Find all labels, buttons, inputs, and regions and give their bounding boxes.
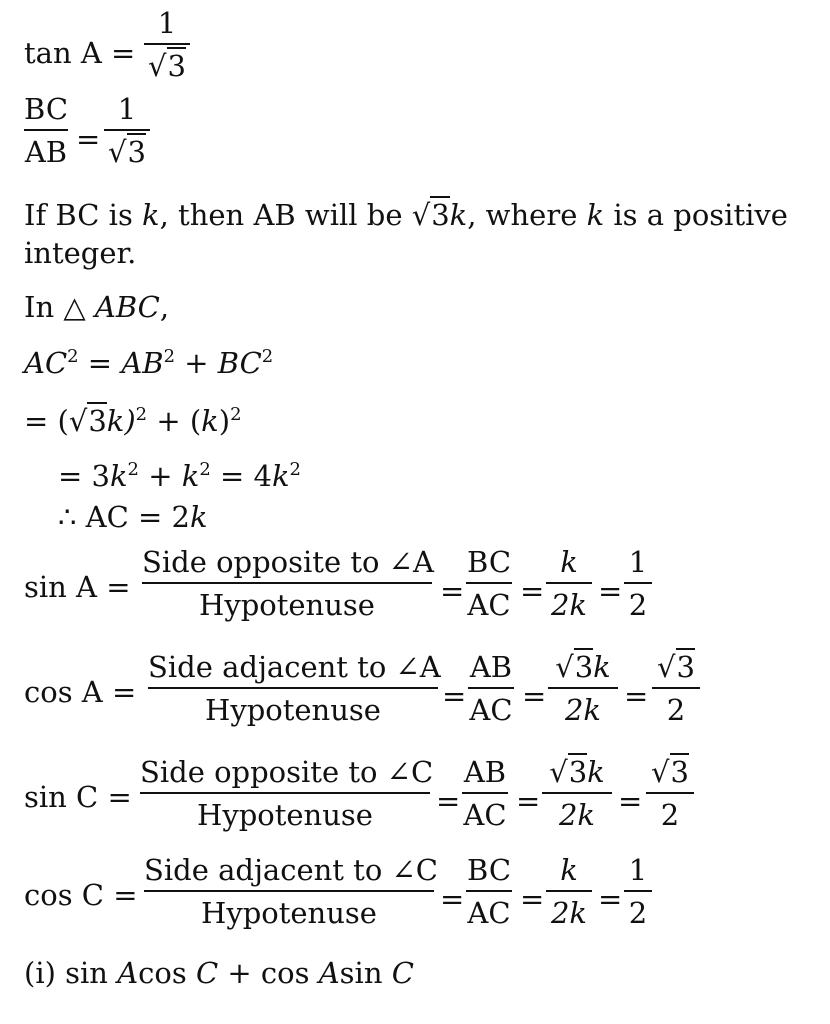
sin-a-k-ratio	[546, 545, 592, 622]
fraction-bar	[24, 129, 68, 131]
fraction-numerator: √3	[651, 755, 689, 789]
sin-c-ratio	[140, 755, 434, 832]
cos-c-sides	[466, 853, 512, 930]
fraction-numerator: BC	[466, 545, 512, 579]
tan-a-lhs: tan A =	[24, 36, 136, 70]
fraction-bar	[466, 582, 512, 584]
statement-line-1: If BC is k, then AB will be √3k, where k is a positive	[24, 198, 788, 232]
fraction-bar	[652, 687, 700, 689]
fraction-bar	[646, 792, 694, 794]
fraction-denominator: AC	[469, 693, 513, 727]
fraction-numerator: √3	[657, 650, 695, 684]
pythagoras-equation: $AC^2 = AB^2 + BC^2$	[24, 346, 274, 380]
fraction-bar	[104, 129, 150, 131]
cos-a-value	[652, 650, 700, 727]
fraction-denominator: 2k	[550, 896, 588, 930]
ratio-numerator: Side opposite to ∠A	[142, 545, 434, 579]
fraction-bar	[462, 792, 508, 794]
fraction-denominator: 2	[666, 693, 686, 727]
ratio-numerator: Side adjacent to ∠A	[148, 650, 441, 684]
fraction-numerator: 1	[628, 545, 648, 579]
fraction-denominator: 2k	[564, 693, 602, 727]
cos-a-sides	[468, 650, 514, 727]
fraction-denominator: 2k	[550, 588, 588, 622]
ratio-numerator: Side adjacent to ∠C	[144, 853, 438, 887]
equals-sign: =	[440, 574, 465, 608]
equals-sign: =	[440, 882, 465, 916]
fraction-numerator: BC	[466, 853, 512, 887]
cos-c-lhs: cos C =	[24, 878, 138, 912]
triangle-heading: In △ ABC,	[24, 290, 170, 324]
equals-sign: =	[520, 882, 545, 916]
ratio-numerator: Side opposite to ∠C	[140, 755, 434, 789]
fraction-denominator: √3	[108, 135, 146, 169]
equals-sign: =	[598, 882, 623, 916]
cos-c-k-ratio	[546, 853, 592, 930]
bc-ab-denominator: AB	[24, 135, 68, 169]
fraction-numerator: k	[560, 545, 578, 579]
fraction-numerator: k	[560, 853, 578, 887]
fraction-numerator: AB	[469, 650, 513, 684]
fraction-denominator: 2	[660, 798, 680, 832]
fraction-denominator: AC	[463, 798, 507, 832]
tan-a-fraction	[144, 6, 190, 83]
sin-a-value	[624, 545, 652, 622]
equals-sign: =	[598, 574, 623, 608]
ratio-denominator: Hypotenuse	[197, 798, 373, 832]
cos-c-ratio	[144, 853, 438, 930]
fraction-bar	[142, 582, 432, 584]
fraction-numerator: 1	[117, 92, 137, 126]
fraction-bar	[468, 687, 514, 689]
fraction-bar	[140, 792, 430, 794]
fraction-numerator: AB	[463, 755, 507, 789]
ratio-denominator: Hypotenuse	[201, 896, 377, 930]
equals-sign: =	[76, 122, 101, 156]
statement-line-2: integer.	[24, 236, 137, 270]
fraction-bar	[546, 890, 592, 892]
fraction-bar	[148, 687, 438, 689]
sin-a-lhs: sin A =	[24, 570, 131, 604]
expansion-line-1: = $(√3k)^2 + (k)^2$	[24, 404, 242, 438]
tan-a-denominator: √3	[148, 49, 186, 83]
fraction-bar	[144, 890, 434, 892]
fraction-denominator: 2	[628, 896, 648, 930]
fraction-numerator: √3k	[555, 650, 611, 684]
expansion-line-2: = $3k^2 + k^2 = 4k^2$	[58, 459, 301, 493]
fraction-bar	[624, 582, 652, 584]
sin-c-lhs: sin C =	[24, 780, 132, 814]
sin-c-k-ratio	[542, 755, 612, 832]
fraction-bar	[546, 582, 592, 584]
fraction-bar	[144, 43, 190, 45]
sin-a-ratio	[142, 545, 432, 622]
cos-a-ratio	[148, 650, 441, 727]
ac-result: ∴ AC = 2k	[58, 500, 208, 534]
bc-ab-fraction	[24, 92, 68, 169]
fraction-numerator: 1	[628, 853, 648, 887]
fraction-denominator: 2k	[558, 798, 596, 832]
tan-a-numerator: 1	[157, 6, 177, 40]
fraction-bar	[466, 890, 512, 892]
fraction-bar	[542, 792, 612, 794]
equals-sign: =	[436, 784, 461, 818]
sin-c-sides	[462, 755, 508, 832]
cos-c-value	[624, 853, 652, 930]
bc-ab-numerator: BC	[24, 92, 69, 126]
fraction-denominator: AC	[467, 588, 511, 622]
part-i-question: (i) sin Acos C + cos Asin C	[24, 956, 414, 990]
sin-c-value	[646, 755, 694, 832]
equals-sign: =	[516, 784, 541, 818]
cos-a-lhs: cos A =	[24, 675, 137, 709]
equals-sign: =	[618, 784, 643, 818]
equals-sign: =	[522, 679, 547, 713]
equals-sign: =	[442, 679, 467, 713]
ratio-denominator: Hypotenuse	[205, 693, 381, 727]
sin-a-sides	[466, 545, 512, 622]
fraction-numerator: √3k	[549, 755, 605, 789]
cos-a-k-ratio	[548, 650, 618, 727]
fraction-bar	[624, 890, 652, 892]
fraction-bar	[548, 687, 618, 689]
ratio-denominator: Hypotenuse	[199, 588, 375, 622]
equals-sign: =	[520, 574, 545, 608]
one-over-root3-fraction	[104, 92, 150, 169]
equals-sign: =	[624, 679, 649, 713]
fraction-denominator: AC	[467, 896, 511, 930]
fraction-denominator: 2	[628, 588, 648, 622]
